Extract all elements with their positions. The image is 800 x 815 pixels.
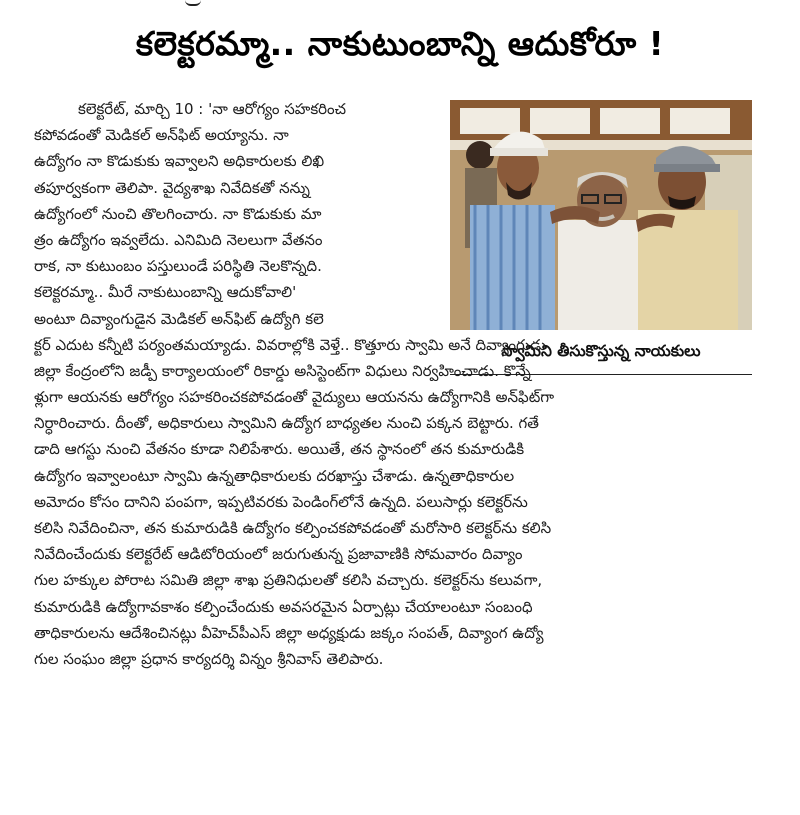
article-line: నివేదించేందుకు కలెక్టరేట్ ఆడిటోరియంలో జరుగుతున్న ప్రజావాణికి సోమవారం దివ్యాం <box>34 545 523 564</box>
article-line: డాది ఆగస్టు నుంచి వేతనం కూడా నిలిపేశారు. అయితే, తన స్థానంలో తన కుమారుడికి <box>34 440 525 459</box>
article-line: రాక, నా కుటుంబం పస్తులుండే పరిస్థితి నెలకొన్నది. <box>34 257 322 276</box>
article-line: అమోదం కోసం దానిని పంపగా, ఇప్పటివరకు పెండింగ్‌లోనే ఉన్నది. పలుసార్లు కలెక్టర్‌ను <box>34 492 528 511</box>
article-line: అంటూ దివ్యాంగుడైన మెడికల్ అన్‌ఫిట్ ఉద్యోగి కలె <box>34 309 324 328</box>
article-line: ఉద్యోగంలో నుంచి తొలగించారు. నా కొడుకుకు మా <box>34 204 322 223</box>
article-line: గుల హక్కుల పోరాట సమితి జిల్లా శాఖ ప్రతినిధులతో కలిసి వచ్చారు. కలెక్టర్‌ను కలువగా, <box>34 571 543 590</box>
article-line: కలిసి నివేదించినా, తన కుమారుడికి ఉద్యోగం కల్పించకపోవడంతో మరోసారి కలెక్టర్‌ను కలిసి <box>34 519 552 537</box>
clipped-glyph-fragment <box>185 0 201 6</box>
article-line: జిల్లా కేంద్రంలోని జడ్పీ కార్యాలయంలో రికార్డు అసిస్టెంట్‌గా విధులు నిర్వహించాడు. కొన్నే <box>34 361 531 380</box>
article-line: కలెక్టరమ్మా.. మీరే నాకుటుంబాన్ని ఆదుకోవాలి' <box>34 283 297 302</box>
article-line: తపూర్వకంగా తెలిపా. వైద్యశాఖ నివేదికతో నన్ను <box>34 178 310 197</box>
article-line: త్రం ఉద్యోగం ఇవ్వలేదు. ఎనిమిది నెలలుగా వేతనం <box>34 230 323 249</box>
article-line: క్టర్ ఎదుట కన్నీటి పర్యంతమయ్యాడు. వివరాల్లోకి వెళ్తే.. కొత్తూరు స్వామి అనే దివ్యాంగుడు <box>34 335 547 354</box>
article-headline: కలెక్టరమ్మా.. నాకుటుంబాన్ని ఆదుకోరూ ! <box>135 24 665 63</box>
article-line: ఉద్యోగం నా కొడుకుకు ఇవ్వాలని అధికారులకు లిఖి <box>34 152 325 171</box>
article-line: ఉద్యోగం ఇవ్వాలంటూ స్వామి ఉన్నతాధికారులకు దరఖాస్తు చేశాడు. ఉన్నతాధికారుల <box>34 466 515 485</box>
photo-caption: స్వామిని తీసుకొస్తున్న నాయకులు <box>501 342 701 360</box>
clipped-top-edge <box>0 0 800 10</box>
article-line: కలెక్టరేట్, మార్చి 10 : 'నా ఆరోగ్యం సహకరించ <box>78 100 347 118</box>
article-line: నిర్ధారించారు. దీంతో, అధికారులు స్వామిని ఉద్యోగ బాధ్యతల నుంచి పక్కన బెట్టారు. గతే <box>34 414 539 433</box>
article-line: ళ్లుగా ఆయనకు ఆరోగ్యం సహకరించకపోవడంతో వైద్యులు ఆయనను ఉద్యోగానికి అన్‌ఫిట్‌గా <box>34 388 555 407</box>
article-body <box>34 96 782 672</box>
article-line: తాధికారులను ఆదేశించినట్లు వీహెచ్‌పీఎస్ జిల్లా అధ్యక్షుడు జక్కం సంపత్, దివ్యాంగ ఉద్యో <box>34 623 544 642</box>
article-line: కుమారుడికి ఉద్యోగావకాశం కల్పించేందుకు అవసరమైన ఏర్పాట్లు చేయాలంటూ సంబంధి <box>34 597 533 616</box>
article-line: కపోవడంతో మెడికల్ అన్‌ఫిట్ అయ్యాను. నా <box>34 126 289 145</box>
article-line: గుల సంఘం జిల్లా ప్రధాన కార్యదర్శి విన్నం శ్రీనివాస్ తెలిపారు. <box>34 649 384 668</box>
